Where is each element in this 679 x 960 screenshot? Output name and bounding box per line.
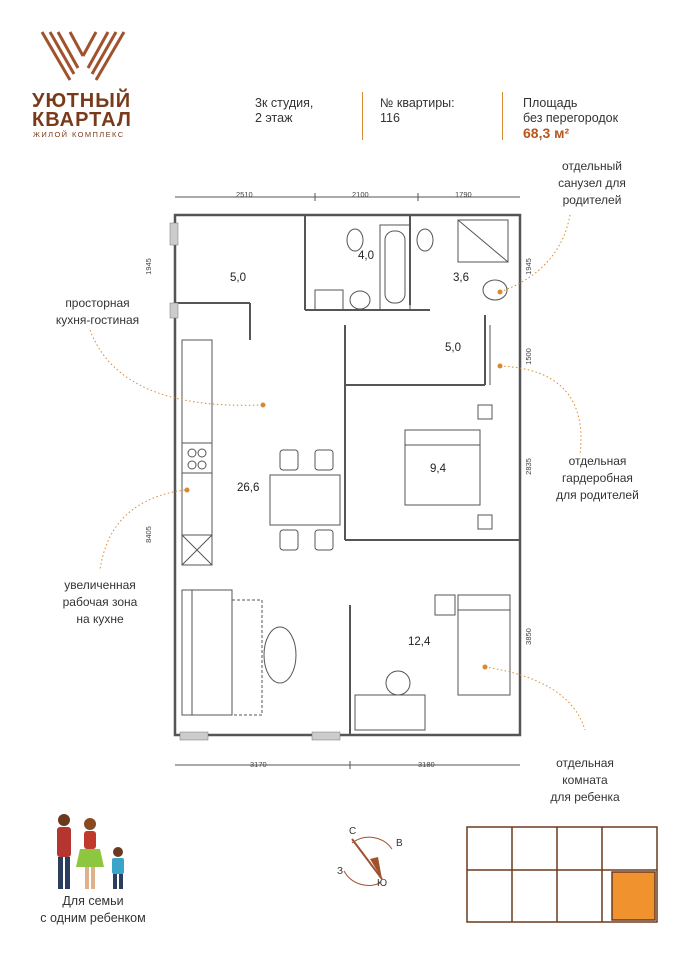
callout-kids-room: отдельная комната для ребенка	[550, 756, 620, 804]
family-caption: Для семьи с одним ребенком	[40, 894, 146, 925]
compass-north: С	[349, 826, 357, 837]
apartment-type: 3к студия, 2 этаж	[255, 96, 314, 125]
room-bath-1: 4,0	[358, 250, 374, 262]
room-bath-2: 3,6	[453, 272, 469, 284]
compass-west: З	[337, 866, 344, 877]
room-wardrobe: 5,0	[445, 342, 461, 354]
room-kids: 12,4	[408, 636, 431, 648]
dim-left-1: 1945	[143, 258, 153, 275]
compass-east: В	[396, 838, 403, 849]
area-info: Площадь без перегородок 68,3 м²	[523, 96, 619, 141]
dim-top-1: 2510	[236, 190, 253, 199]
building-keyplan	[462, 822, 662, 927]
room-hall: 5,0	[230, 272, 246, 284]
compass-south: Ю	[377, 878, 388, 889]
dim-top-2: 2100	[352, 190, 369, 199]
dim-bottom-1: 3170	[250, 760, 267, 769]
dim-right-4: 3850	[523, 628, 533, 645]
room-living: 26,6	[237, 482, 260, 494]
dim-right-3: 2835	[523, 458, 533, 475]
room-bedroom: 9,4	[430, 463, 446, 475]
brand-subtitle: ЖИЛОЙ КОМПЛЕКС	[33, 130, 125, 139]
dim-right-2: 1500	[523, 348, 533, 365]
dim-bottom-2: 3180	[418, 760, 435, 769]
dim-right-1: 1945	[523, 258, 533, 275]
family-icon	[48, 812, 138, 897]
callout-kitchen-work: увеличенная рабочая зона на кухне	[62, 578, 138, 626]
callout-parents-bathroom: отдельный санузел для родителей	[558, 159, 626, 207]
callout-wardrobe: отдельная гардеробная для родителей	[556, 454, 639, 502]
dim-top-3: 1790	[455, 190, 472, 199]
callout-kitchen-living: просторная кухня-гостиная	[55, 296, 140, 327]
brand-name: УЮТНЫЙ КВАРТАЛ	[32, 90, 132, 131]
dim-left-2: 8405	[143, 526, 153, 543]
apartment-number: № квартиры: 116	[380, 96, 455, 125]
compass-icon	[330, 825, 410, 895]
